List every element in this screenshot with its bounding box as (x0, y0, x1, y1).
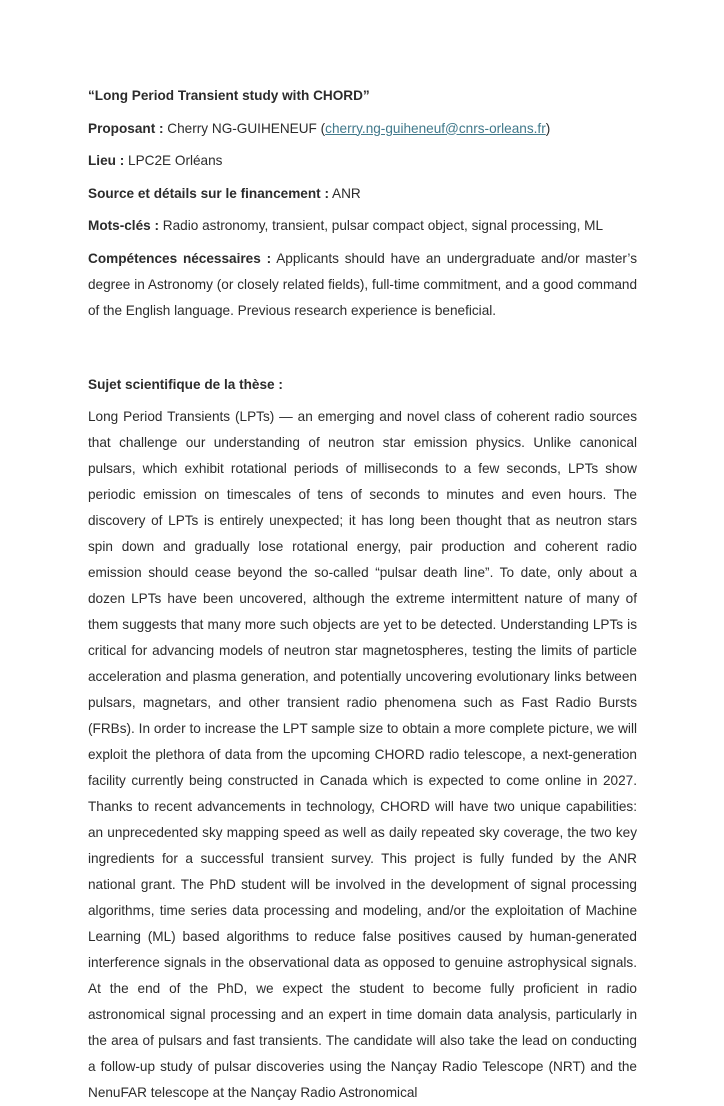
field-financement (88, 181, 637, 207)
competences-value: Applicants should have an undergraduate and/or master’s degree in Astronomy (or closely related fields), full-time commitment, and a good command of the English language. Previous research experience is beneficial. (88, 250, 637, 318)
field-mots-cles (88, 213, 637, 239)
email-link[interactable]: cherry.ng-guiheneuf@cnrs-orleans.fr (325, 120, 546, 136)
document-title: “Long Period Transient study with CHORD” (88, 88, 370, 103)
thesis-description-paragraph: Long Period Transients (LPTs) — an emerging and novel class of coherent radio sources that challenge our understanding of neutron star emission physics. Unlike canonical pulsars, which exhibit rotational periods of milliseconds to a few seconds, LPTs show periodic emission on timescales of tens of seconds to minutes and even hours. The discovery of LPTs is entirely unexpected; it has long been thought that as neutron stars spin down and gradually lose rotational energy, pair production and coherent radio emission should cease beyond the so-called “pulsar death line”. To date, only about a dozen LPTs have been uncovered, although the extreme intermittent nature of many of them suggests that many more such objects are yet to be detected. Understanding LPTs is critical for advancing models of neutron star magnetospheres, testing the limits of particle acceleration and plasma generation, and potentially uncovering evolutionary links between pulsars, magnetars, and other transient radio phenomena such as Fast Radio Bursts (FRBs). In order to increase the LPT sample size to obtain a more complete picture, we will exploit the plethora of data from the upcoming CHORD radio telescope, a next-generation facility currently being constructed in Canada which is expected to come online in 2027. Thanks to recent advancements in technology, CHORD will have two unique capabilities: an unprecedented sky mapping speed as well as daily repeated sky coverage, the two key ingredients for a successful transient survey. This project is fully funded by the ANR national grant. The PhD student will be involved in the development of signal processing algorithms, time series data processing and modeling, and/or the exploitation of Machine Learning (ML) based algorithms to reduce false positives caused by human-generated interference signals in the observational data as opposed to genuine astrophysical signals. At the end of the PhD, we expect the student to become fully proficient in radio astronomical signal processing and an expert in time domain data analysis, particularly in the area of pulsars and fast transients. The candidate will also take the lead on conducting a follow-up study of pulsar discoveries using the Nançay Radio Telescope (NRT) and the NenuFAR telescope at the Nançay Radio Astronomical (88, 409, 637, 1100)
financement-value: ANR (328, 185, 361, 201)
lieu-label: Lieu : (88, 153, 125, 168)
mots-cles-value: Radio astronomy, transient, pulsar compact object, signal processing, ML (159, 218, 604, 233)
competences-label: Compétences nécessaires : (88, 250, 272, 266)
proposant-label: Proposant : (88, 120, 164, 136)
proposant-value: Cherry NG-GUIHENEUF ( (163, 120, 326, 136)
financement-label: Source et détails sur le financement : (88, 185, 329, 201)
field-proposant (88, 116, 637, 142)
mots-cles-label: Mots-clés : (88, 218, 160, 233)
section-heading-sujet: Sujet scientifique de la thèse : (88, 376, 283, 392)
lieu-value: LPC2E Orléans (124, 153, 223, 168)
field-lieu (88, 148, 637, 174)
field-competences (88, 246, 637, 324)
proposant-value-close: ) (545, 120, 551, 136)
